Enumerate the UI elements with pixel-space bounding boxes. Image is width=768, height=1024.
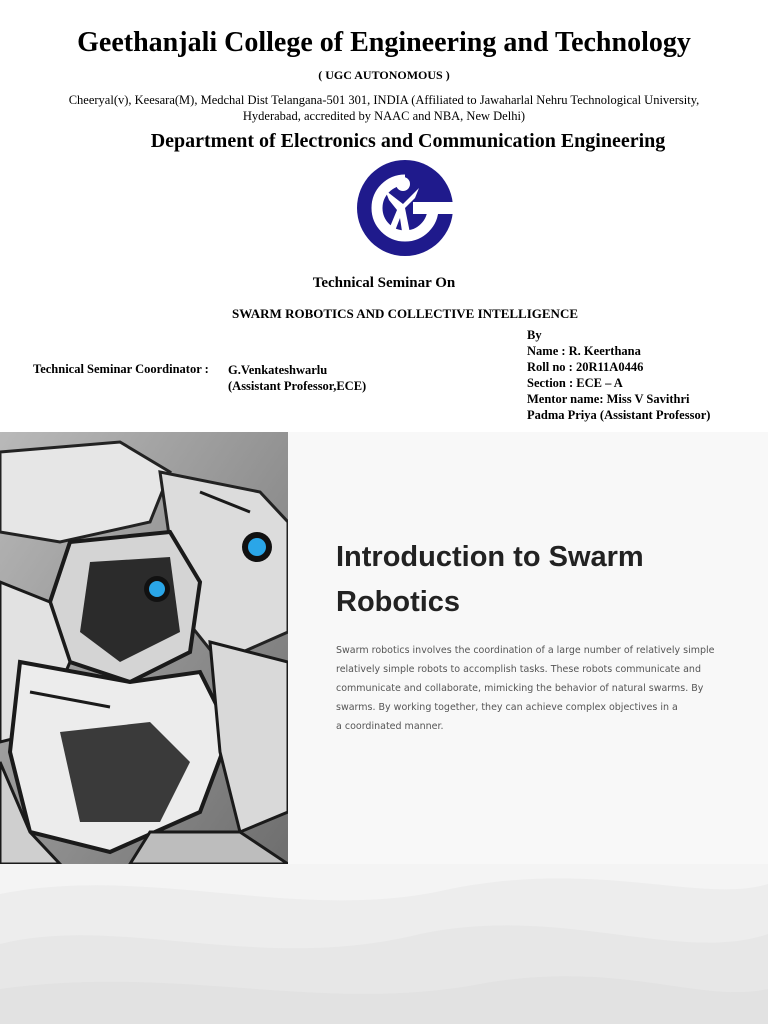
student-name: Name : R. Keerthana	[527, 344, 641, 358]
seminar-heading: Technical Seminar On	[312, 275, 456, 291]
coordinator-details	[228, 362, 366, 394]
coordinator-name: G.Venkateshwarlu	[228, 363, 328, 377]
address-line-2: Hyderabad, accredited by NAAC and NBA, New Delhi)	[242, 109, 526, 123]
slide-body-line: relatively simple robots to accomplish tasks. These robots communicate and	[336, 664, 701, 675]
slide-body-line: communicate and collaborate, mimicking the behavior of natural swarms. By	[336, 683, 704, 694]
robot-image	[0, 432, 288, 864]
autonomous-status: ( UGC AUTONOMOUS )	[318, 68, 450, 82]
coordinator-designation: (Assistant Professor,ECE)	[228, 379, 367, 393]
seminar-topic: SWARM ROBOTICS AND COLLECTIVE INTELLIGENCE	[231, 306, 579, 321]
slide-body-text	[336, 641, 726, 736]
department-name: Department of Electronics and Communication Engineering	[150, 130, 666, 152]
slide-body-line: swarms. By working together, they can achieve complex objectives in a	[336, 702, 678, 713]
mentor-designation: Padma Priya (Assistant Professor)	[527, 408, 711, 422]
slide-body-line: a coordinated manner.	[336, 721, 444, 732]
coordinator-label: Technical Seminar Coordinator :	[33, 362, 209, 376]
logo-g-bar	[413, 202, 457, 214]
slide-title	[336, 535, 736, 625]
college-name: Geethanjali College of Engineering and Technology	[77, 27, 691, 58]
mentor-name: Mentor name: Miss V Savithri	[527, 392, 690, 406]
logo-figure-head	[396, 177, 410, 191]
slide-title-line-2: Robotics	[336, 586, 461, 618]
address-line-1: Cheeryal(v), Keesara(M), Medchal Dist Telangana-501 301, INDIA (Affiliated to Jawaharlal Nehru Technological University,	[68, 93, 700, 107]
student-details	[527, 327, 710, 423]
by-label: By	[527, 328, 542, 342]
college-logo	[355, 158, 459, 258]
slide-body-line: Swarm robotics involves the coordination of a large number of relatively simple	[336, 645, 715, 656]
footer-wave-texture	[0, 864, 768, 1024]
college-address	[40, 92, 728, 124]
student-roll: Roll no : 20R11A0446	[527, 360, 644, 374]
student-section: Section : ECE – A	[527, 376, 623, 390]
slide-title-line-1: Introduction to Swarm	[336, 541, 644, 573]
